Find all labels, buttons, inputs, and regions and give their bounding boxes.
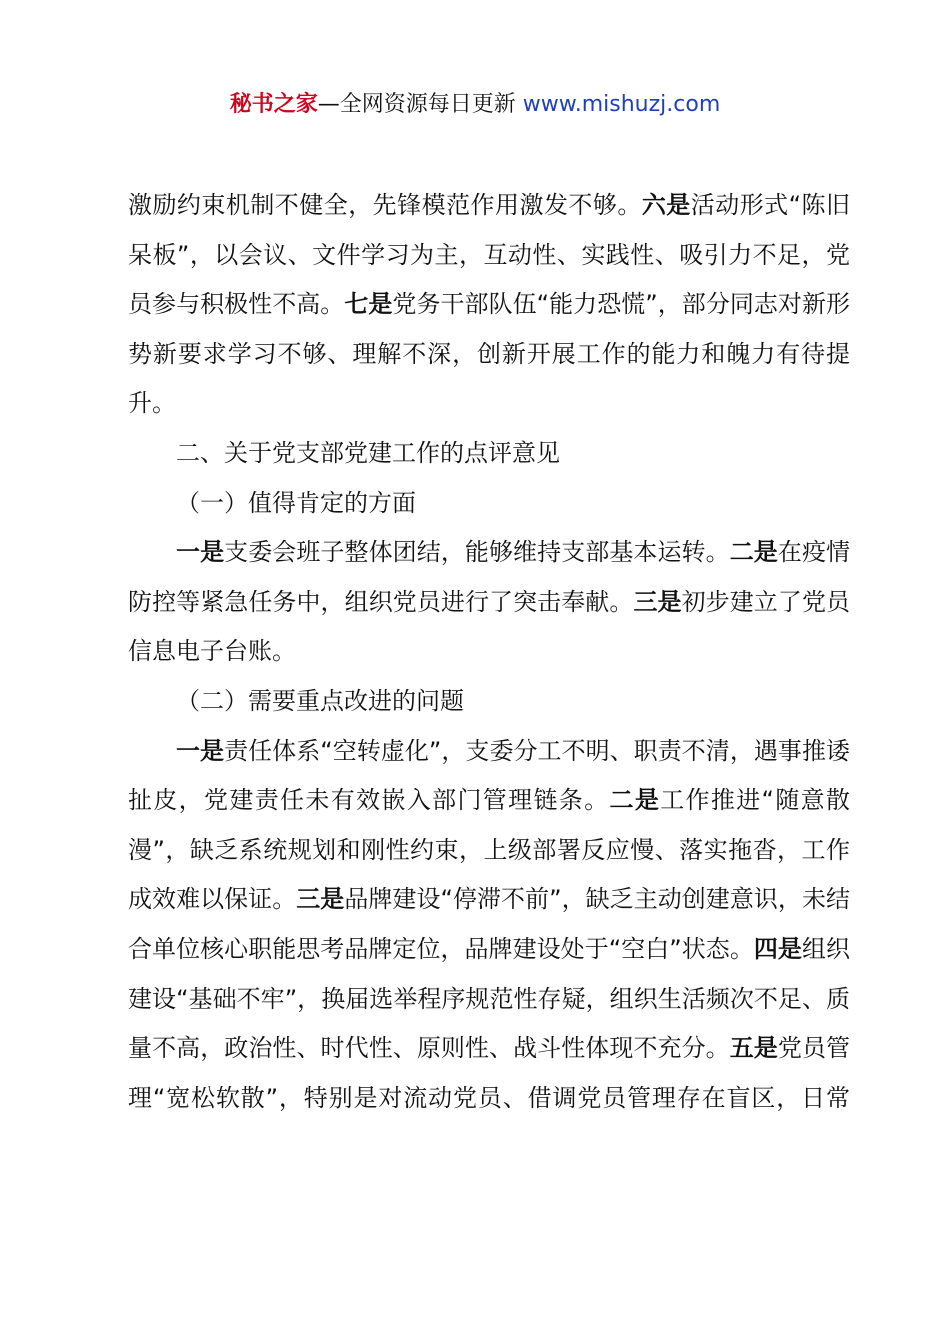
bold-lead-in: 二是: [609, 786, 661, 815]
bold-lead-in: 四是: [753, 934, 802, 963]
paragraph-text: 责任体系“空转虚化”，支委分工不明、职责不清，遇事推诿扯皮，党建责任未有效嵌入部门管理链条。: [128, 736, 851, 815]
paragraph-text: 党员管理“宽松软散”，特别是对流动党员、借调党员管理存在盲区，日常: [128, 1034, 851, 1112]
paragraph-text: 激励约束机制不健全，先锋模范作用激发不够。: [128, 191, 642, 219]
bold-lead-in: 一是: [176, 736, 225, 765]
bold-lead-in: 七是: [344, 290, 393, 319]
bold-lead-in: 六是: [641, 191, 691, 219]
paragraph-text: 品牌建设“停滞不前”，缺乏主动创建意识，未结合单位核心职能思考品牌定位，品牌建设处于“空白”状态。: [128, 885, 850, 963]
header-url-link[interactable]: www.mishuzj.com: [522, 92, 721, 117]
paragraph-text: 支委会班子整体团结，能够维持支部基本运转。: [224, 538, 730, 567]
bold-lead-in: 五是: [729, 1034, 778, 1063]
paragraph-text: 党务干部队伍“能力恐慌”，部分同志对新形势新要求学习不够、理解不深，创新开展工作的能力和魄力有待提升。: [128, 290, 851, 418]
bold-lead-in: 三是: [633, 587, 682, 616]
paragraph-text: 工作推进“随意散漫”，缺乏系统规划和刚性约束，上级部署反应慢、落实拖沓，工作成效难以保证。: [128, 786, 851, 914]
paragraph-positive-points: [128, 528, 850, 677]
header-tagline: —全网资源每日更新: [317, 92, 516, 117]
bold-lead-in: 一是: [176, 538, 225, 567]
paragraph-text: （二）需要重点改进的问题: [176, 686, 464, 715]
page-header: [0, 88, 950, 122]
subsection-heading-issues: [128, 677, 850, 727]
paragraph-text: 活动形式“陈旧呆板”，以会议、文件学习为主，互动性、实践性、吸引力不足，党员参与积极性不高。: [128, 191, 851, 319]
paragraph-issues: [128, 727, 850, 1124]
paragraph-text: 组织建设“基础不牢”，换届选举程序规范性存疑，组织生活频次不足、质量不高，政治性、时代性、原则性、战斗性体现不充分。: [128, 934, 851, 1063]
subsection-heading-positive: [128, 479, 850, 529]
header-brand: 秘书之家: [229, 92, 318, 117]
paragraph-continued: [128, 181, 850, 429]
bold-lead-in: 二是: [729, 538, 778, 567]
bold-lead-in: 三是: [296, 885, 345, 914]
paragraph-text: 在疫情防控等紧急任务中，组织党员进行了突击奉献。: [128, 538, 851, 616]
paragraph-text: 二、关于党支部党建工作的点评意见: [176, 438, 560, 467]
paragraph-text: （一）值得肯定的方面: [176, 488, 416, 517]
document-body: [128, 181, 850, 1123]
paragraph-text: 初步建立了党员信息电子台账。: [128, 587, 851, 666]
section-heading: [128, 429, 850, 479]
